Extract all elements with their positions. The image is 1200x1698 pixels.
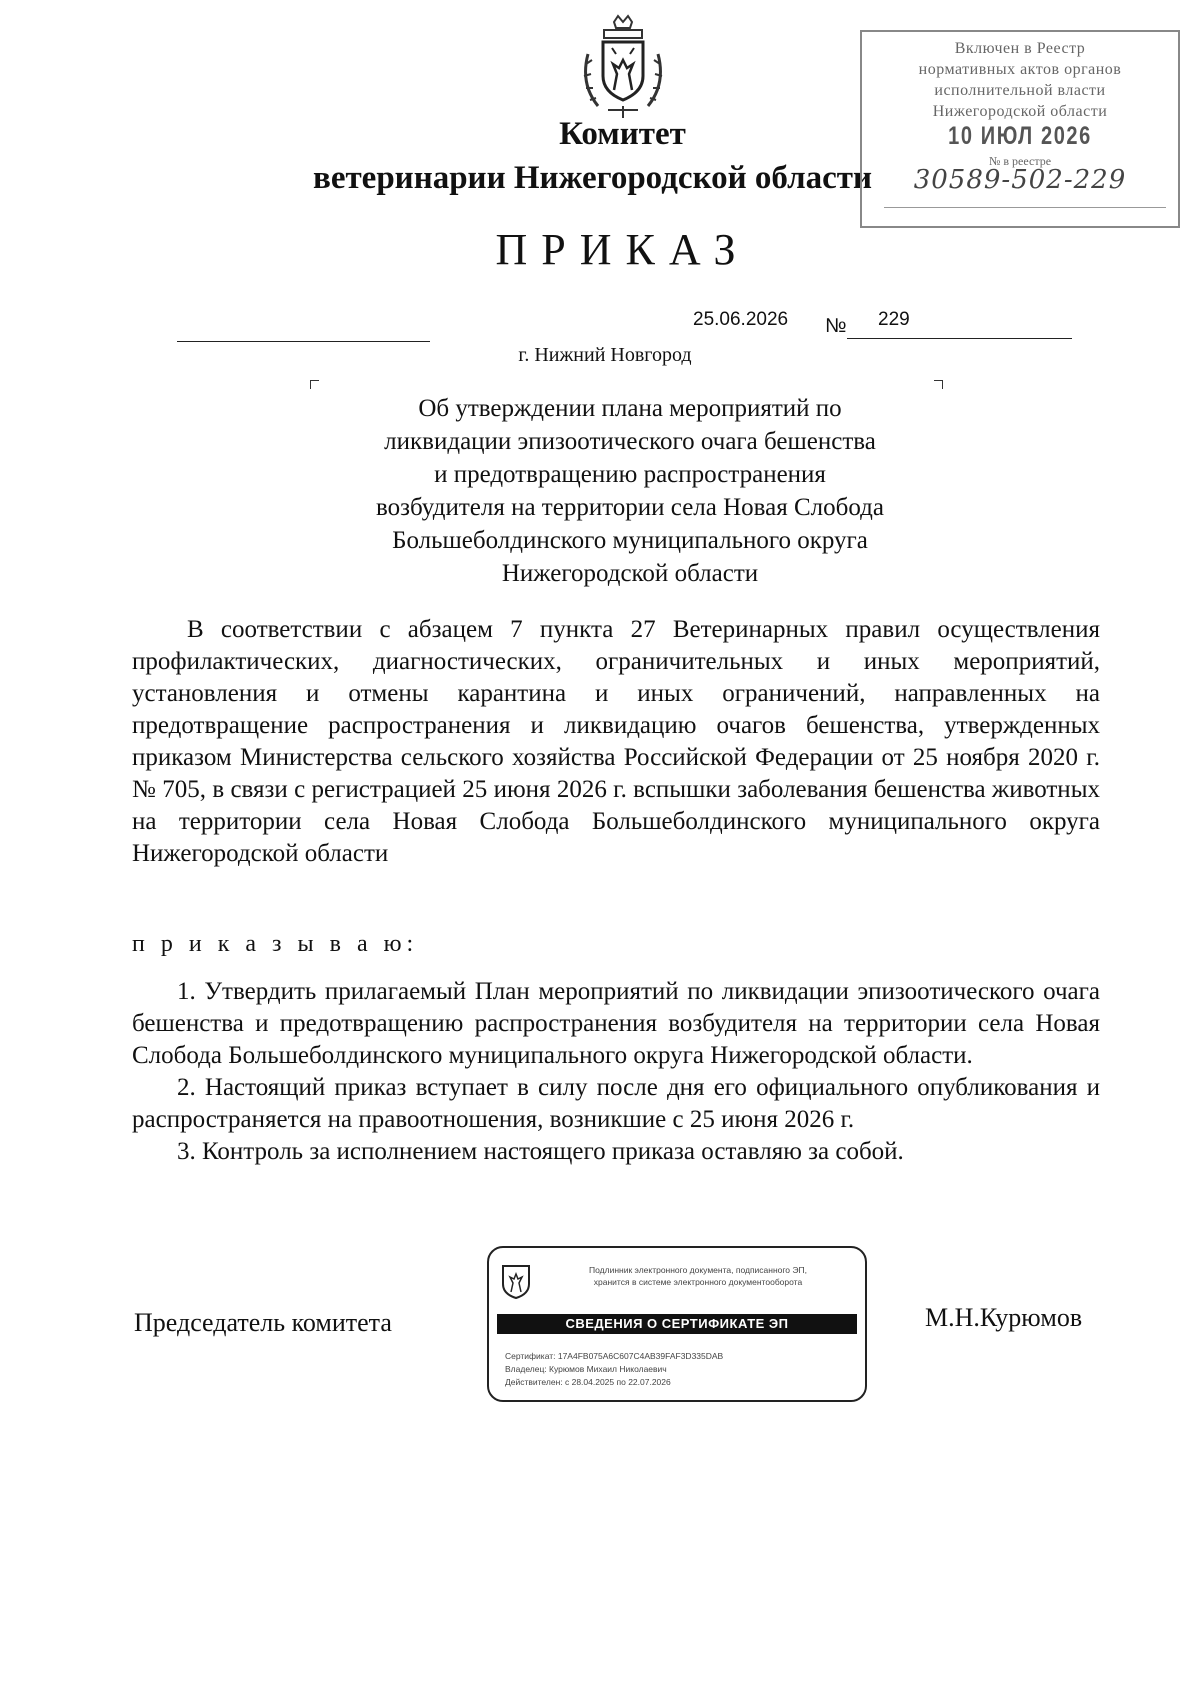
order-item: 3. Контроль за исполнением настоящего приказа оставляю за собой. [177,1138,904,1165]
title-line: возбудителя на территории села Новая Слобода [376,494,884,521]
title-line: ликвидации эпизоотического очага бешенства [384,428,876,455]
document-type: ПРИКАЗ [495,225,750,274]
stamp-registry-number: 30589-502-229 [913,165,1127,195]
stamp-line: Включен в Реестр [954,40,1086,57]
document-number: 229 [878,309,910,330]
deer-emblem-icon [501,1264,531,1300]
title-line: и предотвращению распространения [434,461,826,488]
registry-stamp [860,30,1180,228]
stamp-line: исполнительной власти [934,82,1106,99]
preamble-paragraph: В соответствии с абзацем 7 пункта 27 Ветеринарных правил осуществления профилактических, диагностических, ограничительных и иных мероприятий, установления и отмены карантина и иных ограничений, направленных на предотвращение распространения и ликвидацию очагов бешенства, утвержденных приказом Министерства сельского хозяйства Российской Федерации от 25 ноября 2020 г. № 705, в связи с регистрацией 25 июня 2026 г. вспышки заболевания бешенства животных на территории села Новая Слобода Большеболдинского муниципального округа Нижегородской области [132,616,1100,867]
title-line: Большеболдинского муниципального округа [392,527,868,554]
document-title [240,392,1020,590]
ep-header-line: Подлинник электронного документа, подписанного ЭП, [589,1265,807,1275]
stamp-number-label: № в реестре [988,154,1052,168]
city: г. Нижний Новгород [518,344,692,366]
signer-name: М.Н.Курюмов [925,1303,1083,1332]
ep-certificate-band: СВЕДЕНИЯ О СЕРТИФИКАТЕ ЭП [497,1314,857,1334]
title-corner-right [934,380,943,389]
document-date: 25.06.2026 [693,309,789,330]
ep-validity: Действителен: с 28.04.2025 по 22.07.2026 [505,1377,671,1387]
date-underline [177,341,430,342]
number-underline [847,338,1072,339]
order-word: п р и к а з ы в а ю: [132,931,419,957]
stamp-date: 10 ИЮЛ 2026 [948,122,1092,150]
order-item: 1. Утвердить прилагаемый План мероприятий по ликвидации эпизоотического очага бешенства и предотвращению распространения возбудителя на территории села Новая Слобода Большеболдинского муниципального округа Нижегородской области. [132,978,1100,1069]
stamp-line: нормативных актов органов [918,61,1122,78]
number-sign: № [825,315,847,337]
stamp-rule [884,207,1166,208]
stamp-line: Нижегородской области [932,103,1108,120]
org-name-line1: Комитет [559,116,686,152]
order-items [132,976,1100,1168]
ep-owner: Владелец: Курюмов Михаил Николаевич [505,1364,667,1374]
ep-certificate: Сертификат: 17A4FB075A6C607C4AB39FAF3D335DAB [505,1351,724,1361]
org-name-line2: ветеринарии Нижегородской области [313,160,872,196]
ep-header-line: хранится в системе электронного документооборота [593,1277,803,1287]
title-line: Об утверждении плана мероприятий по [418,395,842,422]
title-line: Нижегородской области [501,560,759,587]
coat-of-arms-icon [578,14,668,124]
electronic-signature-badge [487,1246,867,1402]
title-corner-left [310,380,319,389]
signer-position: Председатель комитета [134,1308,392,1337]
order-item: 2. Настоящий приказ вступает в силу после дня его официального опубликования и распространяется на правоотношения, возникшие с 25 июня 2026 г. [132,1074,1100,1133]
